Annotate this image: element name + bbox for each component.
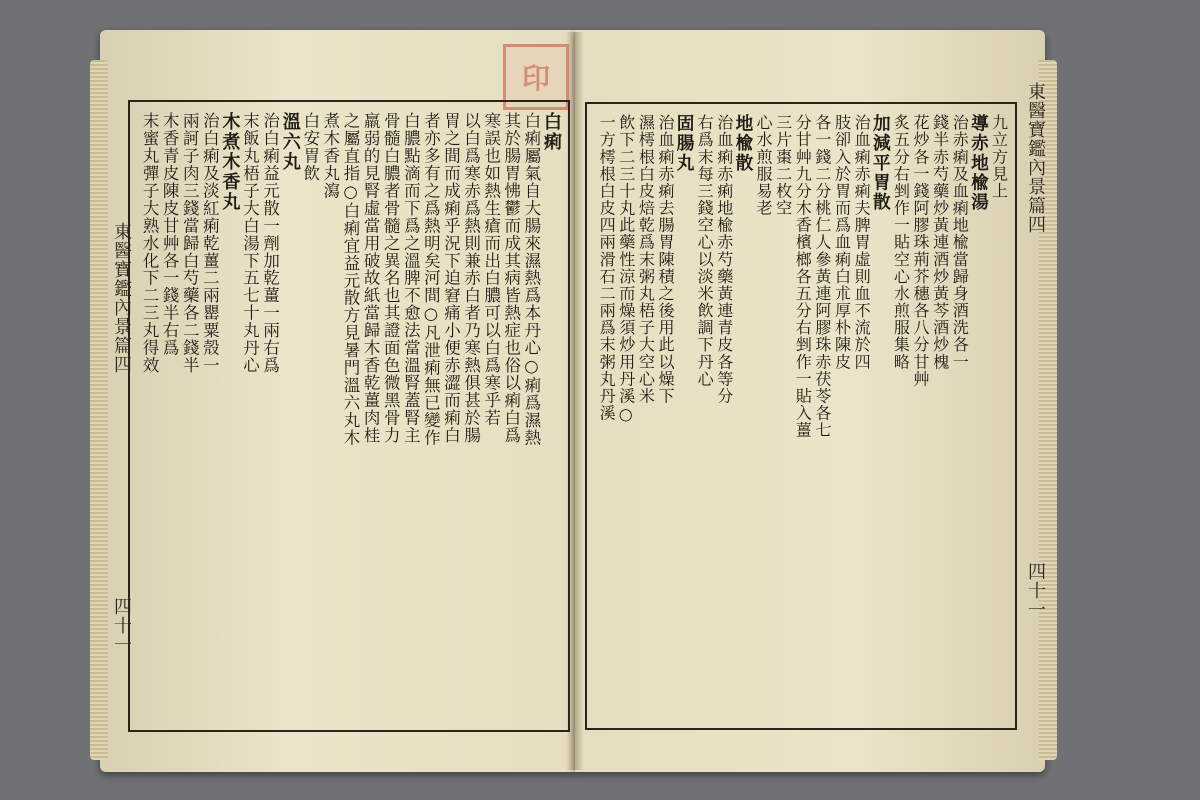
prescription-heading: 木煮木香丸 bbox=[219, 112, 241, 213]
right-margin-title: 東醫寶鑑內景篇四 bbox=[1025, 82, 1046, 234]
left-page-number: 四十一 bbox=[111, 597, 132, 654]
text-column: 治赤痢及血痢地楡當歸身酒洗各一 bbox=[949, 114, 969, 371]
prescription-heading: 加減平胃散 bbox=[870, 114, 892, 213]
text-column: 三片棗二枚空 bbox=[773, 114, 793, 217]
text-column: 胃之間而成痢乎況下迫窘痛小便赤澀而痢白 bbox=[441, 112, 461, 444]
text-column: 白痢屬氣自大腸來濕熱爲本丹心○痢爲濕熱 bbox=[521, 112, 541, 447]
text-column: 木香青皮陳皮甘艸各一錢半右爲 bbox=[160, 112, 180, 357]
text-column: 各一錢二分桃仁人參黃連阿膠珠赤茯苓各七 bbox=[812, 114, 832, 439]
red-seal-stamp: 印 bbox=[503, 44, 569, 110]
left-text-frame bbox=[128, 100, 570, 732]
prescription-heading: 溫六丸 bbox=[279, 112, 301, 173]
prescription-heading: 白痢 bbox=[540, 112, 562, 153]
text-column: 治白痢及淡紅痢乾薑二兩罌粟殼一 bbox=[200, 112, 220, 375]
text-column: 白膿點滴而下爲之溫脾不愈法當溫腎蓋腎主 bbox=[401, 112, 421, 444]
text-column: 治血痢赤痢夫脾胃虛則血不流於四 bbox=[851, 114, 871, 371]
text-column: 者亦多有之爲熱明矣河間○凡泄痢無已變作 bbox=[421, 112, 441, 447]
text-column: 一方樗根白皮四兩滑石二兩爲末粥丸丹溪 bbox=[596, 114, 616, 422]
text-column: 右爲末每三錢空心以淡米飲調下丹心 bbox=[694, 114, 714, 388]
text-column: 骨髓白膿者骨髓之異名也其證面色微黑骨力 bbox=[381, 112, 401, 444]
left-page-edge bbox=[90, 60, 108, 760]
text-column: 白安胃飲 bbox=[300, 112, 320, 182]
text-column: 兩訶子肉三錢當歸白芍藥各二錢半 bbox=[180, 112, 200, 375]
text-column: 肢卻入於胃而爲血痢白朮厚朴陳皮 bbox=[832, 114, 852, 371]
text-column: 末蜜丸彈子大熟水化下二三丸得效 bbox=[140, 112, 160, 375]
prescription-heading: 導赤地楡湯 bbox=[968, 114, 990, 213]
text-column: 以白爲寒赤爲熱則兼赤白者乃寒熱俱甚於腸 bbox=[461, 112, 481, 444]
text-column: 治血痢赤痢地楡赤芍藥黃連青皮各等分 bbox=[714, 114, 734, 405]
text-column: 煮木香丸瀉 bbox=[320, 112, 340, 200]
text-column: 飲下二三十丸此藥性涼而燥須炒用丹溪○ bbox=[616, 114, 636, 425]
text-column: 治白痢益元散一劑加乾薑一兩右爲 bbox=[260, 112, 280, 375]
text-column: 寒誤也如熱生瘡而出白膿可以白爲寒乎若 bbox=[481, 112, 501, 427]
text-column: 羸弱的見腎虛當用破故紙當歸木香乾薑肉桂 bbox=[361, 112, 381, 444]
text-column: 之屬直指○白痢宜益元散方見暑門溫六丸木 bbox=[341, 112, 361, 447]
text-column: 濕樗根白皮焙乾爲末粥丸梧子大空心米 bbox=[635, 114, 655, 405]
right-text-frame bbox=[585, 102, 1017, 730]
prescription-heading: 固腸丸 bbox=[674, 114, 696, 173]
prescription-heading: 地楡散 bbox=[732, 114, 754, 173]
left-margin-title: 東醫寶鑑內景篇四 bbox=[111, 222, 132, 374]
text-column: 錢半赤芍藥炒黃連酒炒黃芩酒炒槐 bbox=[930, 114, 950, 371]
text-column: 九立方見上 bbox=[989, 114, 1008, 200]
text-column: 末飯丸梧子大白湯下五七十丸丹心 bbox=[240, 112, 260, 375]
open-book bbox=[100, 22, 1050, 784]
text-column: 炙五分右剉作一貼空心水煎服集略 bbox=[890, 114, 910, 371]
text-column: 心水煎服易老 bbox=[753, 114, 773, 217]
text-column: 花炒各一錢阿膠珠荊芥穗各八分甘艸 bbox=[910, 114, 930, 388]
text-column: 其於腸胃怫鬱而成其病皆熱症也俗以痢白爲 bbox=[501, 112, 521, 444]
text-column: 分甘艸九分木香檳榔各五分右剉作一貼入薑 bbox=[792, 114, 812, 439]
right-page-number: 四十一 bbox=[1025, 562, 1046, 619]
text-column: 治血痢赤痢去腸胃陳積之後用此以燥下 bbox=[655, 114, 675, 405]
